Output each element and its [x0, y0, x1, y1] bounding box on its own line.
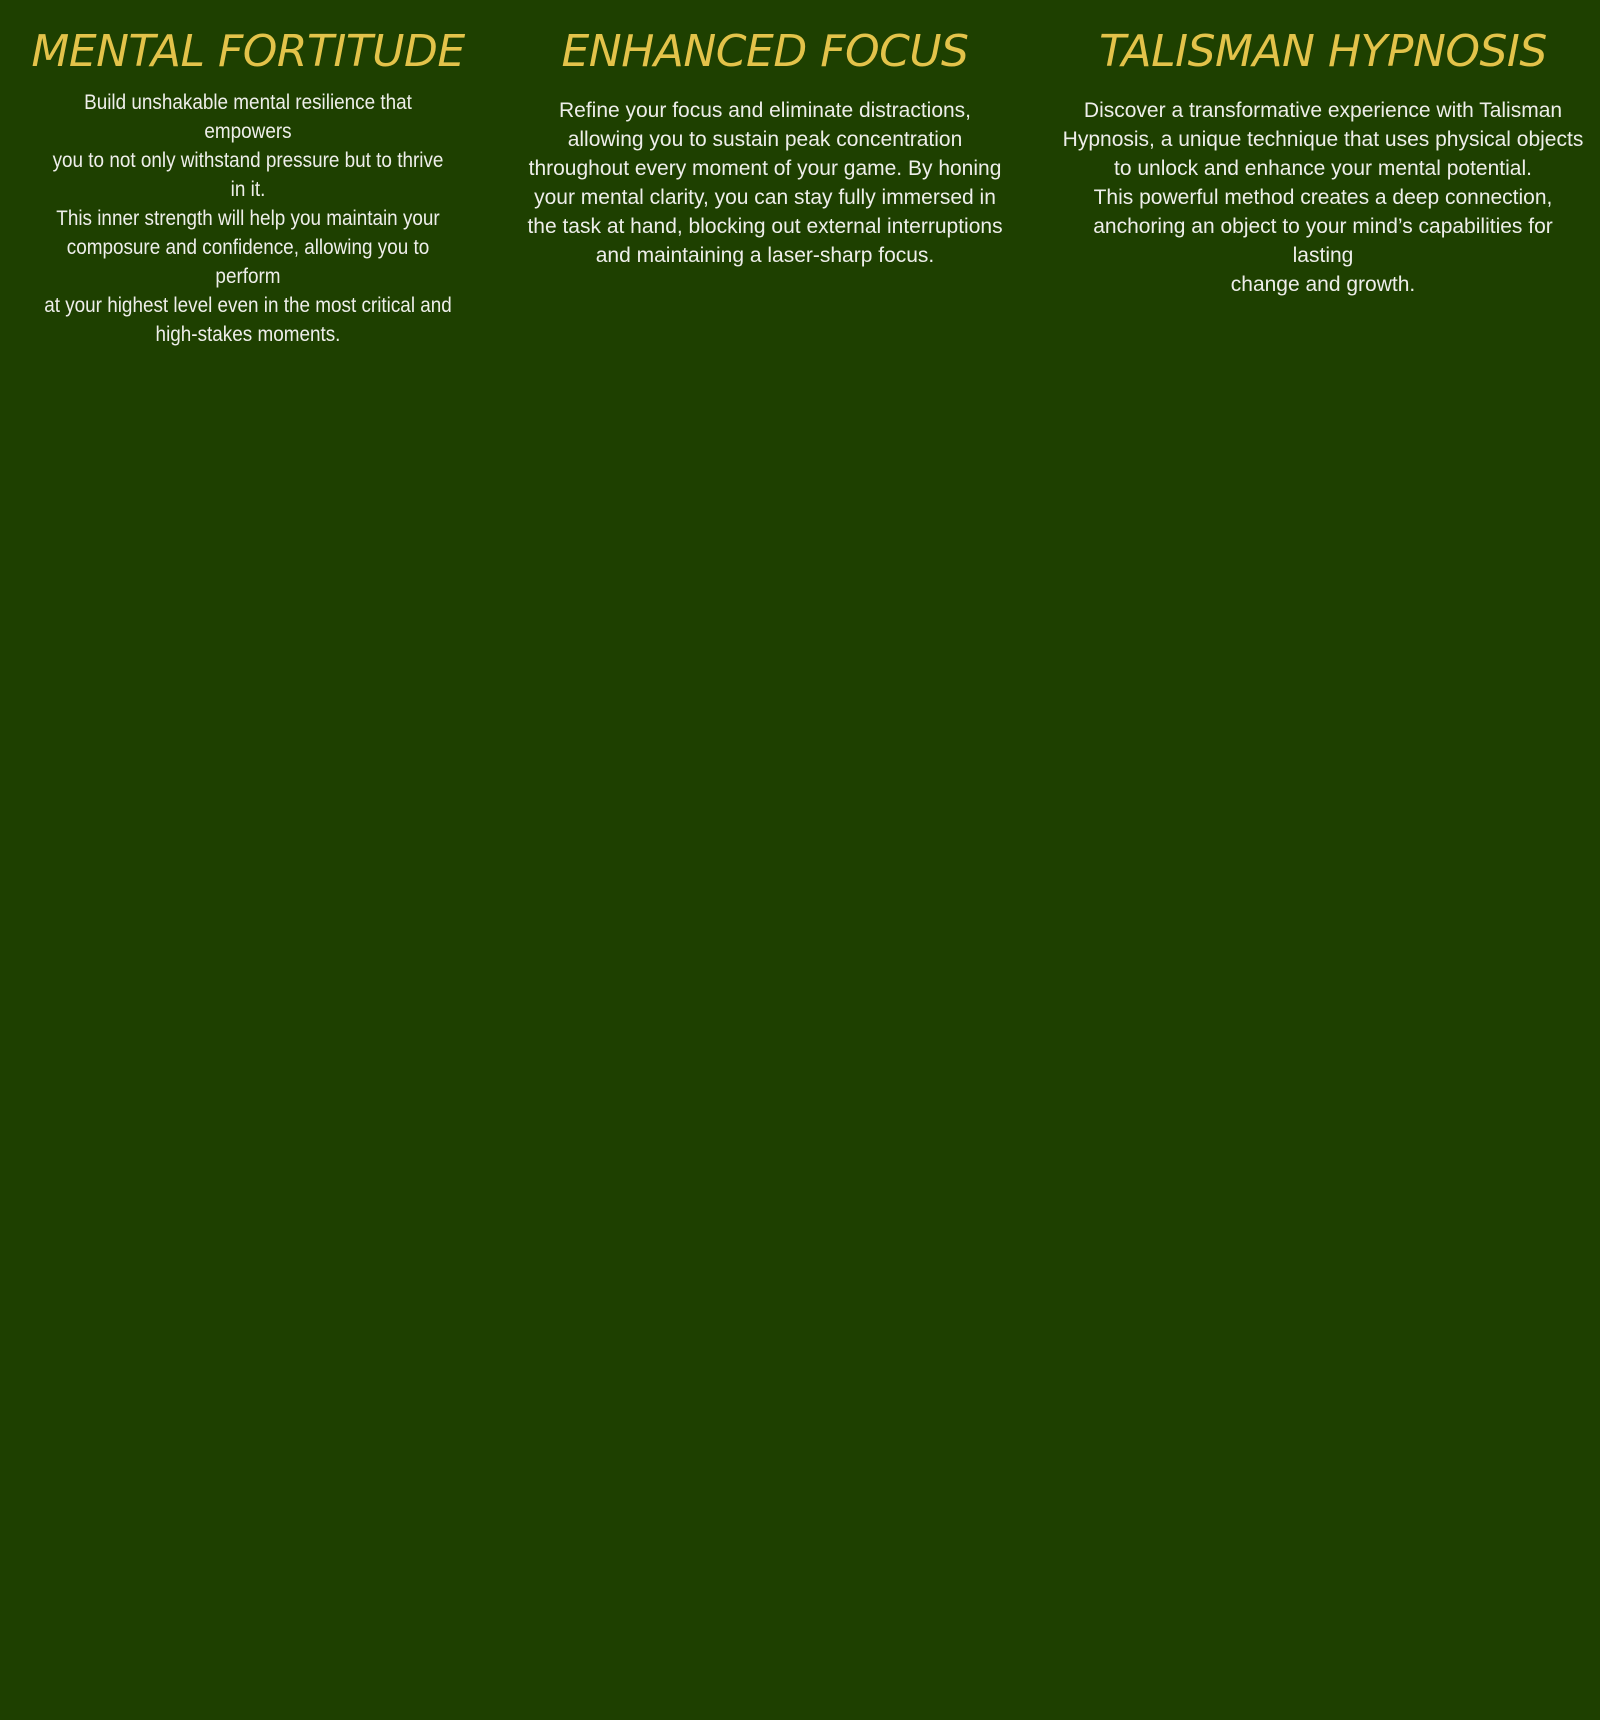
feature-title: TALISMAN HYPNOSIS [1099, 26, 1547, 77]
feature-description: Build unshakable mental resilience that empowers you to not only withstand pressure but to thrive in it. This inner strength will help you maintain your composure and confidence, allowing you to perform at your highest level even in the most critical and high-stakes moments. [44, 91, 452, 346]
feature-talisman-hypnosis [1062, 0, 1584, 299]
feature-enhanced-focus [522, 0, 1008, 270]
feature-description: Discover a transformative experience with Talisman Hypnosis, a unique technique that uses physical objects to unlock and enhance your mental potential. This powerful method creates a deep connection, anchoring an object to your mind’s capabilities for lasting change and growth. [1062, 99, 1584, 296]
feature-mental-fortitude [20, 0, 476, 349]
feature-title: ENHANCED FOCUS [561, 26, 969, 77]
feature-title: MENTAL FORTITUDE [31, 26, 465, 77]
feature-description: Refine your focus and eliminate distractions, allowing you to sustain peak concentration throughout every moment of your game. By honing your mental clarity, you can stay fully immersed in the task at hand, blocking out external interruptions and maintaining a laser-sharp focus. [527, 99, 1003, 267]
